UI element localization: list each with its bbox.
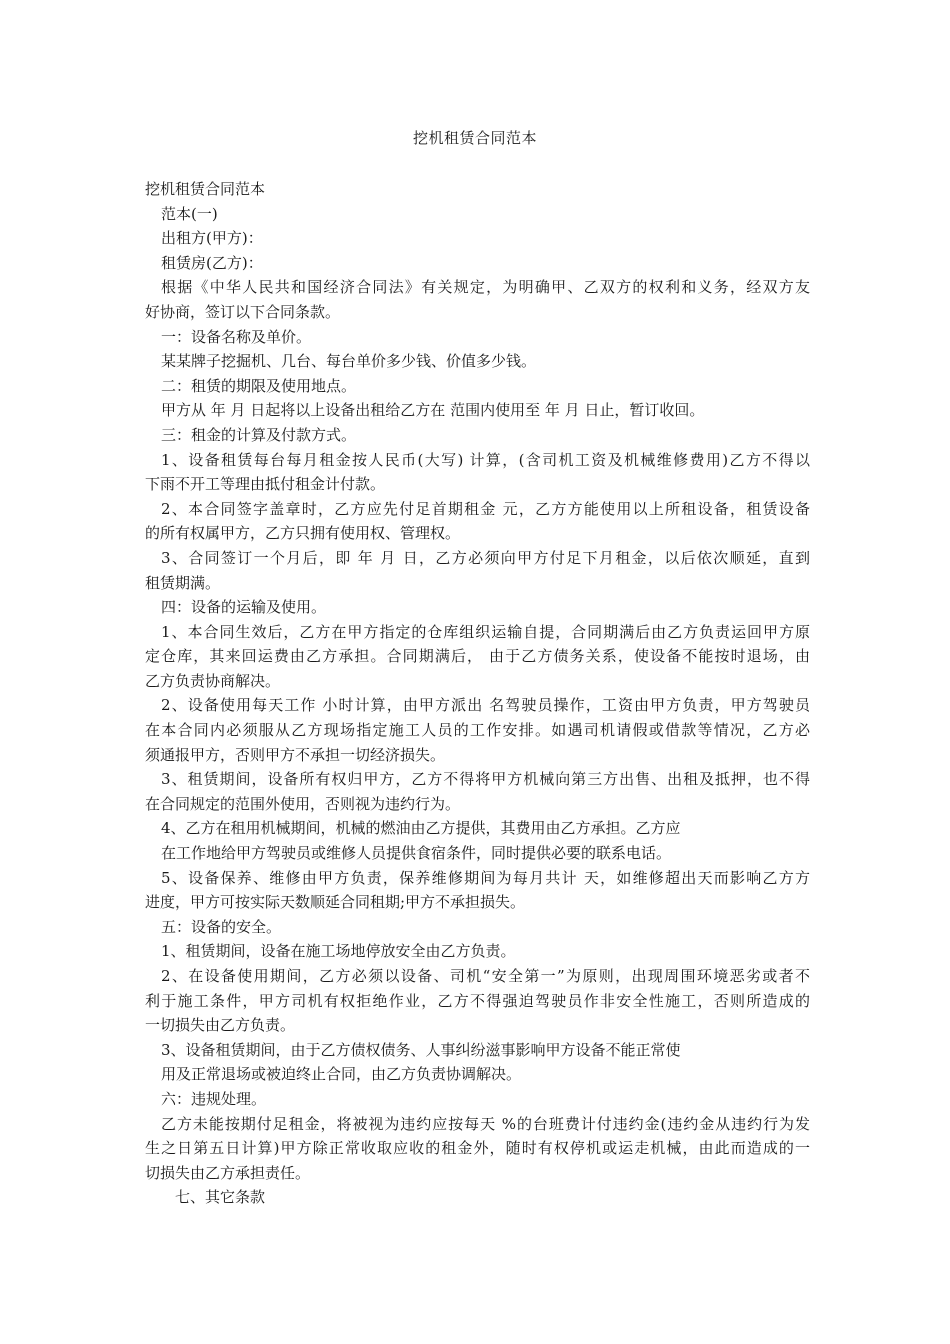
document-line: 3、设备租赁期间，由于乙方债权债务、人事纠纷滋事影响甲方设备不能正常使 — [161, 1040, 681, 1059]
document-line: 1、设备租赁每台每月租金按人民币(大写) 计算，(含司机工资及机械维修费用)乙方不得以 — [161, 450, 810, 469]
document-line: 六：违规处理。 — [161, 1089, 267, 1108]
document-line: 用及正常退场或被迫终止合同，由乙方负责协调解决。 — [161, 1065, 522, 1084]
document-title: 挖机租赁合同范本 — [412, 129, 537, 147]
document-line: 挖机租赁合同范本 — [145, 180, 266, 198]
document-line: 租赁房(乙方)： — [161, 253, 263, 272]
document-body — [145, 177, 810, 1210]
document-line: 乙方未能按期付足租金，将被视为违约应按每天 %的台班费计付违约金(违约金从违约行为发 — [161, 1114, 810, 1133]
document-line: 在工作地给甲方驾驶员或维修人员提供食宿条件，同时提供必要的联系电话。 — [161, 844, 672, 863]
document-line: 甲方从 年 月 日起将以上设备出租给乙方在 范围内使用至 年 月 日止，暂订收回。 — [161, 401, 705, 420]
document-line: 利于施工条件，甲方司机有权拒绝作业，乙方不得强迫驾驶员作非安全性施工，否则所造成的 — [145, 991, 810, 1010]
document-line: 五：设备的安全。 — [161, 917, 282, 936]
document-line: 下雨不开工等理由抵付租金计付款。 — [145, 475, 386, 494]
document-line: 3、租赁期间，设备所有权归甲方，乙方不得将甲方机械向第三方出售、出租及抵押，也不得 — [161, 770, 810, 789]
document-line: 定仓库，其来回运费由乙方承担。合同期满后， 由于乙方债务关系，使设备不能按时退场，由 — [145, 647, 810, 666]
document-line: 好协商，签订以下合同条款。 — [145, 302, 341, 321]
document-line: 1、租赁期间，设备在施工场地停放安全由乙方负责。 — [161, 942, 516, 961]
document-line: 3、合同签订一个月后，即 年 月 日，乙方必须向甲方付足下月租金，以后依次顺延，直到 — [161, 548, 810, 567]
document-line: 三：租金的计算及付款方式。 — [161, 425, 357, 444]
document-line: 租赁期满。 — [145, 573, 221, 592]
document-line: 出租方(甲方)： — [161, 229, 263, 248]
document-line: 某某牌子挖掘机、几台、每台单价多少钱、价值多少钱。 — [161, 352, 537, 371]
document-line: 2、设备使用每天工作 小时计算，由甲方派出 名驾驶员操作，工资由甲方负责，甲方驾驶员 — [161, 696, 810, 715]
document-line: 四：设备的运输及使用。 — [161, 598, 327, 617]
document-line: 根据《中华人民共和国经济合同法》有关规定，为明确甲、乙双方的权利和义务，经双方友 — [161, 278, 810, 297]
document-line: 的所有权属甲方，乙方只拥有使用权、管理权。 — [145, 524, 461, 543]
document-line: 须通报甲方，否则甲方不承担一切经济损失。 — [145, 745, 446, 764]
document-line: 一切损失由乙方负责。 — [145, 1016, 296, 1035]
document-line: 七、其它条款 — [175, 1188, 266, 1207]
document-line: 5、设备保养、维修由甲方负责，保养维修期间为每月共计 天，如维修超出天而影响乙方方 — [161, 868, 810, 887]
document-line: 进度，甲方可按实际天数顺延合同租期;甲方不承担损失。 — [145, 893, 526, 912]
document-line: 在合同规定的范围外使用，否则视为违约行为。 — [145, 794, 461, 813]
document-line: 2、本合同签字盖章时，乙方应先付足首期租金 元，乙方方能使用以上所租设备，租赁设备 — [161, 499, 810, 518]
document-line: 一：设备名称及单价。 — [161, 327, 312, 346]
document-line: 2、在设备使用期间，乙方必须以设备、司机“安全第一”为原则，出现周围环境恶劣或者不 — [161, 967, 810, 985]
document-line: 二：租赁的期限及使用地点。 — [161, 376, 357, 395]
document-line: 1、本合同生效后，乙方在甲方指定的仓库组织运输自提，合同期满后由乙方负责运回甲方原 — [161, 622, 810, 641]
document-line: 在本合同内必须服从乙方现场指定施工人员的工作安排。如遇司机请假或借款等情况，乙方必 — [145, 721, 810, 740]
document-line: 范本(一) — [161, 204, 218, 223]
document-line: 乙方负责协商解决。 — [145, 671, 281, 690]
document-line: 4、乙方在租用机械期间，机械的燃油由乙方提供，其费用由乙方承担。乙方应 — [161, 819, 681, 838]
document-line: 生之日第五日计算)甲方除正常收取应收的租金外，随时有权停机或运走机械，由此而造成的一 — [145, 1139, 810, 1158]
document-line: 切损失由乙方承担责任。 — [145, 1163, 311, 1182]
